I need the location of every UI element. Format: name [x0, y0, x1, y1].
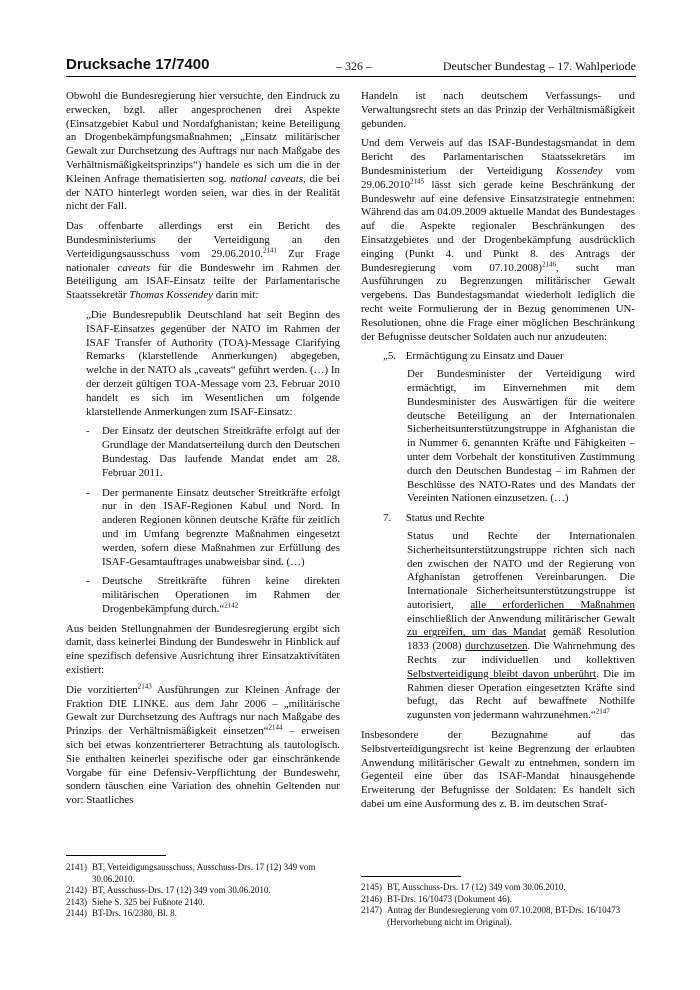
page-header	[66, 56, 636, 78]
paragraph: Aus beiden Stellungnahmen der Bundesregierung ergibt sich damit, dass keinerlei Bindung der Bundeswehr in Hinblick auf eine spezifisch defensive Ausrichtung ihrer Einsatzaktivitäten existiert:	[66, 622, 340, 677]
footnote: 2142) BT, Ausschuss-Drs. 17 (12) 349 vom 30.06.2010.	[66, 885, 271, 895]
paragraph: Insbesondere der Bezugnahme auf das Selbstverteidigungsrecht ist keine Begrenzung der erlaubten Anwendung militärischer Gewalt zu entnehmen, sondern im Gegenteil eine über das ISAF-Mandat hinausgehende Erweiterung der Befugnisse der Soldaten: Es handelt sich dabei um eine Ausformung des z. B. im deutschen Straf-	[361, 729, 635, 811]
dash-list	[86, 425, 340, 616]
drucksache-number: 7400	[176, 56, 210, 73]
paragraph: Das offenbarte allerdings erst ein Bericht des Bundesministeriums der Verteidigung an den Verteidigungsausschuss vom 29.06.2010.$^{2141}$ Zur Frage nationaler caveats für die Bundeswehr im Rahmen der Beteiligung am ISAF-Einsatz teilte der Parlamentarische Staatssekretär Thomas Kossendey darin mit:	[66, 220, 341, 302]
numbered-body: Status und Rechte der Internationalen Sicherheitsunterstützungstruppe richten sich nach den zwischen der NATO und der Regierung von Afghanistan getroffenen Vereinbarungen. Die Internationale Sicherheitsunterstützungstruppe ist autorisiert, alle erforderlichen Maßnahmen einschließlich der Anwendung militärischer Gewalt zu ergreifen, um das Mandat gemäß Resolution 1833 (2008) durchzusetzen. Die Wahrnehmung des Rechts zur individuellen und kollektiven Selbstverteidigung bleibt davon unberührt. Die im Rahmen dieser Operation eingesetzten Kräfte sind befugt, das Recht auf bewaffnete Nothilfe zugunsten von jedermann wahrzunehmen.“$^{2147}$	[407, 529, 636, 722]
block-quote: „Die Bundesrepublik Deutschland hat seit Beginn des ISAF-Einsatzes gegenüber der NATO im Rahmen der ISAF Transfer of Authority (TOA)-Message Clarifying Remarks (klarstellende Anmerkungen) abgegeben, welche in der NATO als „caveats“ geführt werden. (…) In der derzeit gültigen TOA-Message vom 23. Februar 2010 handelt es sich im Wesentlichen um folgende klarstellende Anmerkungen zum ISAF-Einsatz:	[86, 308, 340, 418]
paragraph: Und dem Verweis auf das ISAF-Bundestagsmandat in dem Bericht des Parlamentarischen Staatssekretärs im Bundesministerium der Verteidigung Kossendey vom $29.06.2010^{2145}$ lässt sich gerade keine Beschränkung der Bundeswehr auf eine defensive Einsatzstrategie entnehmen: Während das am 04.09.2009 aktuelle Mandat des Bundestages auf die Aspekte regionaler Beschränkungen des Einsatzgebietes und der Drogenbekämpfung ausdrücklich einging (Punkt 4. und Punkt 8. des Antrags der Bundesregierung vom 07.10.2008)$^{2146}$, sucht man Ausführungen zu Begrenzungen militärischer Gewalt vergebens. Das Bundestagsmandat wiederholt lediglich die recht weite Formulierung der in Bezug genommenen UN-Resolutionen, ohne die Frage einer möglichen Beschränkung der Befugnisse deutscher Soldaten auch nur anzudeuten:	[361, 137, 635, 343]
footnote: 2144) BT-Drs. 16/2380, Bl. 8.	[66, 908, 177, 918]
paragraph: Die vorzitierten$^{2143}$ Ausführungen zur Kleinen Anfrage der Fraktion DIE LINKE. aus dem Jahr 2006 – „militärische Gewalt zur Durchsetzung des Auftrags nur nach Maßgabe des Prinzips der Verhältnismäßigkeit einsetzen“$^{2144}$ – erweisen sich bei etwas konzentrierterer Betrachtung als tautologisch. Sie enthalten keinerlei spezifische oder gar einschränkende Vorgabe für eine Defensiv-Verpflichtung der Bundeswehr, sondern täuschen eine Variation des ohnehin Geltenden nur vor: Staatliches	[66, 682, 340, 807]
list-item: - Deutsche Streitkräfte führen keine direkten militärischen Operationen im Rahmen der Drogenbekämpfung durch.“$^{2142}$	[86, 575, 340, 616]
footnotes-right	[361, 882, 635, 928]
right-column	[361, 90, 635, 818]
footnote-rule	[66, 855, 166, 856]
paragraph: Obwohl die Bundesregierung hier versuchte, den Eindruck zu erwecken, bzgl. aller angesprochenen drei Aspekte (Einsatzgebiet Kabul und Nordafghanistan; keine Beteiligung an Drogenbekämpfungsmaßnahmen; „Einsatz militärischer Gewalt zur Durchsetzung des Auftrags nur nach Maßgabe des Verhältnismäßigkeitsprinzips“) handele es sich um die in der Kleinen Anfrage thematisierten sog. national caveats, die bei der NATO hinterlegt worden seien, war dies in der Realität nicht der Fall.	[66, 90, 341, 213]
footnote: 2145) BT, Ausschuss-Drs. 17 (12) 349 vom 30.06.2010.	[361, 882, 566, 892]
footnote: 2146) BT-Drs. 16/10473 (Dokument 46).	[361, 893, 512, 904]
drucksache-label: Drucksache 17/7400	[66, 56, 210, 73]
left-column	[66, 90, 340, 814]
page-number: – 326 –	[336, 59, 372, 73]
footnote: 2141) BT, Verteidigungsausschuss, Ausschuss-Drs. 17 (12) 349 vom 30.06.2010.	[66, 862, 316, 884]
footnote-rule	[361, 876, 461, 877]
footnotes-left	[66, 862, 340, 920]
paragraph: Handeln ist nach deutschem Verfassungs- und Verwaltungsrecht stets an das Prinzip der Verhältnismäßigkeit gebunden.	[361, 90, 635, 130]
list-item: - Der permanente Einsatz deutscher Streitkräfte erfolgt nur in den ISAF-Regionen Kabul und Nord. In anderen Regionen können deutsche Kräfte für zeitlich und im Umfang begrenzte Maßnahmen eingesetzt werden, sofern diese Maßnahmen zur Erfüllung des ISAF-Gesamtauftrages unabweisbar sind. (…)	[86, 487, 340, 570]
numbered-heading: 7. Status und Rechte	[383, 512, 485, 525]
publisher: Deutscher Bundestag – 17. Wahlperiode	[442, 59, 636, 73]
numbered-heading: „5. Ermächtigung zu Einsatz und Dauer	[383, 350, 564, 363]
footnote: 2143) Siehe S. 325 bei Fußnote 2140.	[66, 896, 205, 907]
numbered-body: Der Bundesminister der Verteidigung wird ermächtigt, im Einvernehmen mit dem Bundesminister des Auswärtigen für die weitere deutsche Beteiligung an der Internationalen Sicherheitsunterstützungstruppe in Afghanistan die in Nummer 6. genannten Kräfte und Fähigkeiten – unter dem Vorbehalt der konstitutiven Zustimmung durch den Deutschen Bundestag – im Rahmen der Beschlüsse des NATO-Rates und des Mandats der Vereinten Nationen einzusetzen. (…)	[407, 368, 635, 505]
footnote: 2147) Antrag der Bundesregierung vom 07.10.2008, BT-Drs. 16/10473 (Hervorhebung nicht im Original).	[361, 905, 621, 927]
list-item: - Der Einsatz der deutschen Streitkräfte erfolgt auf der Grundlage der Mandatserteilung durch den Deutschen Bundestag. Das laufende Mandat endet am 28. Februar 2011.	[86, 425, 340, 480]
header-rule	[66, 76, 636, 77]
